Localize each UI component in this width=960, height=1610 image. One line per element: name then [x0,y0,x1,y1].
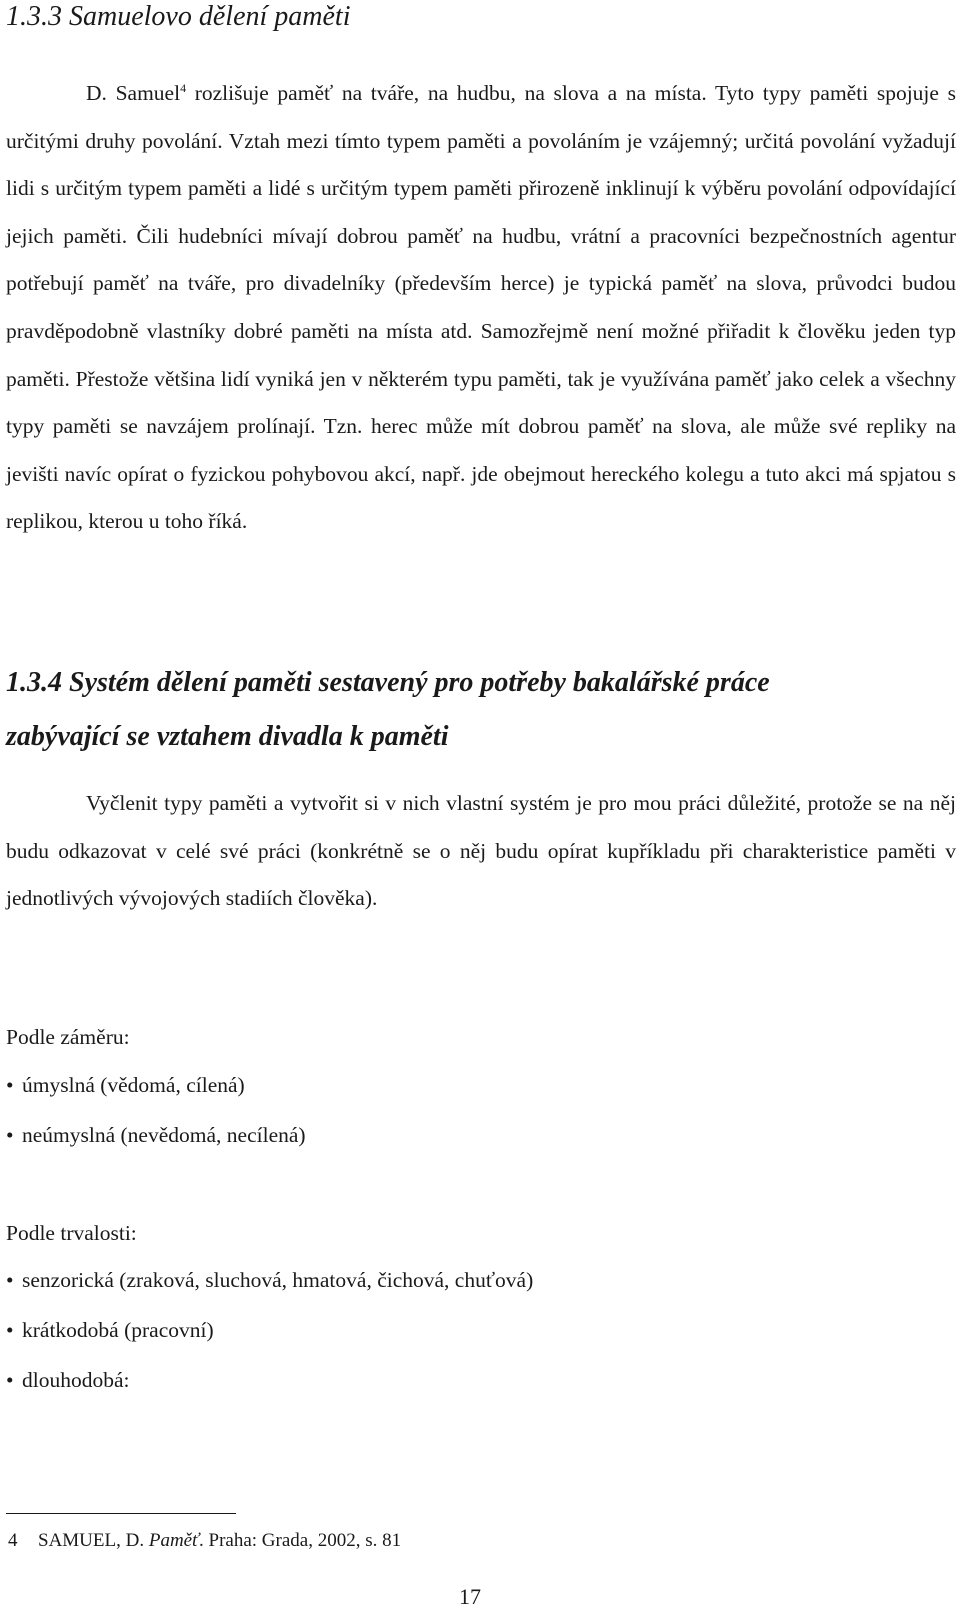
bullet-icon: • [6,1368,14,1392]
page-number: 17 [459,1584,481,1609]
list-intent [6,1070,306,1170]
section-heading-1-3-4-line2: zabývající se vztahem divadla k paměti [6,721,449,752]
group-label-duration: Podle trvalosti: [6,1221,137,1245]
paragraph-text: rozlišuje paměť na tváře, na hudbu, na slova a na místa. Tyto typy paměti spojuje s určitými druhy povolání. Vztah mezi tímto typem paměti a povoláním je vzájemný; určitá povolání vyžadují lidi s určitým typem paměti a lidé s určitým typem paměti přirozeně inklinují k výběru povolání odpovídající jejich paměti. Čili hudebníci mívají dobrou paměť na hudbu, vrátní a pracovníci bezpečnostních agentur potřebují paměť na tváře, pro divadelníky (především herce) je typická paměť na slova, průvodci budou pravděpodobně vlastníky dobré paměti na místa atd. Samozřejmě není možné přiřadit k člověku jeden typ paměti. Přestože většina lidí vyniká jen v některém typu paměti, tak je využívána paměť jako celek a všechny typy paměti se navzájem prolínají. Tzn. herec může mít dobrou paměť na slova, ale může své repliky na jevišti navíc opírat o fyzickou pohybovou akcí, např. jde obejmout hereckého kolegu a tuto akci má spjatou s replikou, kterou u toho říká. [6,81,956,534]
footnote-author: SAMUEL, D. [38,1530,149,1551]
footnote-title: Paměť [148,1530,200,1551]
list-item: • neúmyslná (nevědomá, necílená) [6,1120,306,1170]
section-heading-1-3-4-line1: 1.3.4 Systém dělení paměti sestavený pro potřeby bakalářské práce [6,667,770,698]
section-heading-1-3-3: 1.3.3 Samuelovo dělení paměti [6,1,351,32]
bullet-icon: • [6,1318,14,1342]
footnote-publication: . Praha: Grada, 2002, s. 81 [199,1530,402,1551]
bullet-icon: • [6,1123,14,1147]
paragraph-lead: D. Samuel [86,81,181,105]
list-item: • senzorická (zraková, sluchová, hmatová, čichová, chuťová) [6,1265,533,1315]
footnote [8,1528,401,1554]
section-paragraph-system: Vyčlenit typy paměti a vytvořit si v nich vlastní systém je pro mou práci důležité, protože se na něj budu odkazovat v celé své práci (konkrétně se o něj budu opírat kupříkladu při charakteristice paměti v jednotlivých vývojových stadiích člověka). [6,791,956,911]
footnote-reference[interactable]: 4 [180,81,187,95]
list-item: • dlouhodobá: [6,1365,533,1415]
list-item: • úmyslná (vědomá, cílená) [6,1070,306,1120]
bullet-icon: • [6,1268,14,1292]
footnote-number: 4 [8,1530,18,1551]
bullet-icon: • [6,1073,14,1097]
section-paragraph-samuel [6,70,956,546]
group-label-intent: Podle záměru: [6,1025,130,1049]
footnote-separator [6,1513,236,1514]
list-duration [6,1265,533,1415]
list-item: • krátkodobá (pracovní) [6,1315,533,1365]
